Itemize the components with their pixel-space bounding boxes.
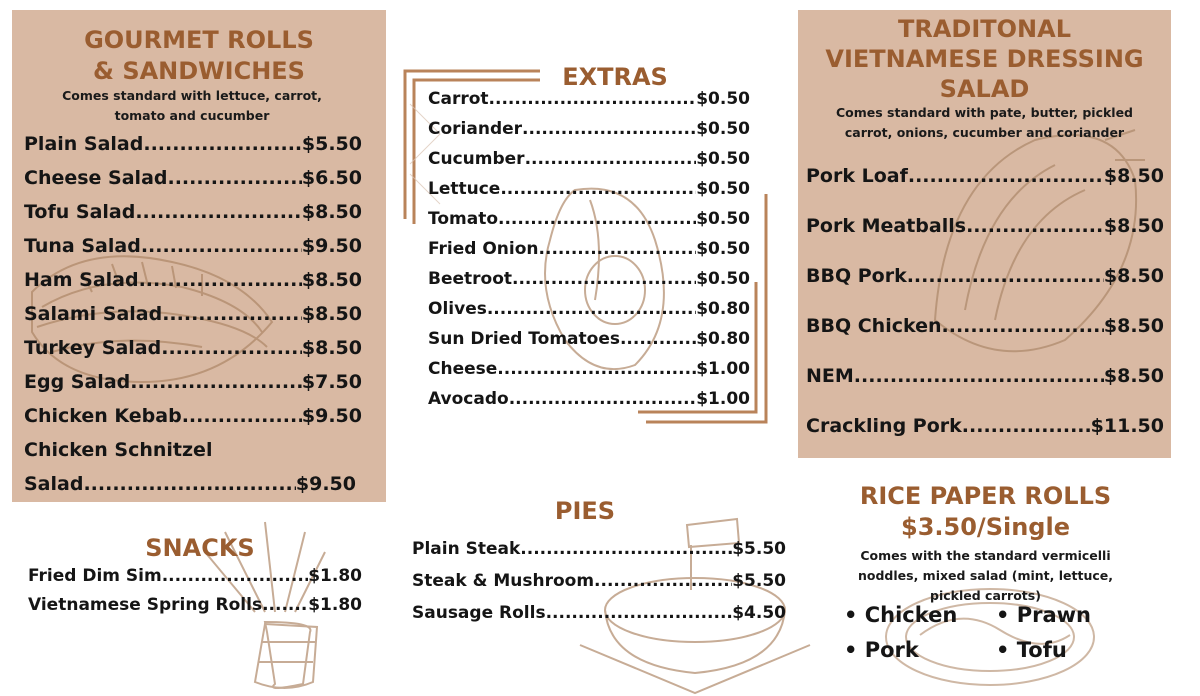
leader-dots [908, 165, 1104, 187]
menu-item-name: Crackling Pork [806, 415, 962, 437]
menu-item [24, 303, 362, 325]
gourmet-title-line1: GOURMET ROLLS [84, 26, 314, 54]
menu-item-name: Ham Salad [24, 269, 139, 291]
leader-dots [966, 215, 1104, 237]
menu-item-price: $0.50 [696, 89, 750, 109]
traditional-subtitle-line1: Comes standard with pate, butter, pickled [835, 105, 1133, 120]
leader-dots [907, 265, 1104, 287]
menu-item-price: $0.50 [696, 269, 750, 289]
menu-item [24, 337, 362, 359]
traditional-subtitle-line2: carrot, onions, cucumber and coriander [844, 125, 1125, 140]
gourmet-subtitle-line1: Comes standard with lettuce, carrot, [62, 88, 322, 103]
menu-item-price: $8.50 [301, 337, 362, 359]
menu-item [24, 269, 362, 291]
menu-item-price: $4.50 [732, 603, 786, 623]
menu-item [24, 235, 362, 257]
menu-item-price: $9.50 [301, 405, 362, 427]
menu-item-name: NEM [806, 365, 854, 387]
rice-paper-subtitle-line1: Comes with the standard vermicelli [860, 548, 1111, 563]
menu-item-name: Lettuce [428, 179, 501, 199]
menu-item-price: $8.50 [1103, 215, 1164, 237]
menu-item [428, 89, 750, 109]
menu-item [428, 269, 750, 289]
leader-dots [520, 539, 732, 559]
menu-item-price: $8.50 [1103, 315, 1164, 337]
leader-dots [168, 167, 302, 189]
menu-item-price: $8.50 [1103, 165, 1164, 187]
leader-dots [854, 365, 1104, 387]
traditional-title-line1: TRADITONAL [897, 15, 1071, 43]
menu-item-name: Salad [24, 473, 84, 495]
leader-dots [546, 603, 733, 623]
traditional-title [798, 14, 1171, 104]
snacks-title: SNACKS [145, 534, 255, 562]
menu-item-price: $1.80 [308, 566, 362, 586]
menu-item [806, 165, 1164, 187]
menu-item-price: $5.50 [301, 133, 362, 155]
menu-item-name: Steak & Mushroom [412, 571, 595, 591]
menu-item [412, 539, 786, 559]
leader-dots [487, 299, 696, 319]
menu-item-price: $0.50 [696, 179, 750, 199]
pies-title: PIES [554, 497, 616, 525]
menu-item-price: $9.50 [301, 235, 362, 257]
rice-paper-subtitle-line2: noddles, mixed salad (mint, lettuce, [858, 568, 1113, 583]
menu-item-name: Chicken Kebab [24, 405, 182, 427]
menu-item [28, 595, 362, 615]
leader-dots [522, 119, 696, 139]
menu-item-name: Egg Salad [24, 371, 131, 393]
leader-dots [83, 473, 295, 495]
leader-dots [525, 149, 697, 169]
menu-item-name: Tofu Salad [24, 201, 136, 223]
menu-item-price: $8.50 [301, 201, 362, 223]
menu-item-name: BBQ Chicken [806, 315, 942, 337]
menu-item [412, 603, 786, 623]
menu-item-price: $1.00 [696, 389, 750, 409]
gourmet-last-item-line1: Chicken Schnitzel [24, 439, 213, 461]
menu-item [24, 201, 362, 223]
menu-item-name: Sausage Rolls [412, 603, 546, 623]
leader-dots [162, 303, 302, 325]
rice-paper-title [808, 481, 1163, 543]
menu-item-price: $5.50 [732, 539, 786, 559]
leader-dots [942, 315, 1104, 337]
leader-dots [161, 337, 302, 359]
leader-dots [135, 201, 302, 223]
extras-title: EXTRAS [562, 63, 668, 91]
leader-dots [498, 209, 696, 229]
rice-paper-subtitle [808, 546, 1163, 606]
menu-item-price: $0.50 [696, 239, 750, 259]
menu-item-name: Beetroot [428, 269, 513, 289]
traditional-title-line2: VIETNAMESE DRESSING [825, 45, 1144, 73]
leader-dots [594, 571, 732, 591]
leader-dots [497, 359, 696, 379]
menu-item-name: Turkey Salad [24, 337, 162, 359]
menu-item-name: Fried Onion [428, 239, 539, 259]
menu-item-price: $0.80 [696, 299, 750, 319]
menu-item-price: $1.00 [696, 359, 750, 379]
menu-item [412, 571, 786, 591]
menu-item [428, 119, 750, 139]
leader-dots [512, 269, 696, 289]
menu-item-name: Olives [428, 299, 487, 319]
gourmet-last-item [24, 473, 356, 495]
traditional-title-line3: SALAD [939, 75, 1030, 103]
menu-item-price: $8.50 [1103, 365, 1164, 387]
menu-item [428, 389, 750, 409]
menu-item-name: Tomato [428, 209, 499, 229]
menu-item-name: Carrot [428, 89, 489, 109]
leader-dots [143, 133, 302, 155]
menu-item-price: $0.50 [696, 209, 750, 229]
menu-item-name: Plain Salad [24, 133, 144, 155]
leader-dots [262, 595, 308, 615]
menu-item-name: Cheese [428, 359, 498, 379]
rice-paper-option: • Tofu [996, 638, 1067, 662]
menu-item-name: Coriander [428, 119, 523, 139]
gourmet-title [12, 25, 386, 87]
menu-item-name: Avocado [428, 389, 509, 409]
menu-item-name: Pork Loaf [806, 165, 908, 187]
menu-item-name: BBQ Pork [806, 265, 907, 287]
menu-item-price: $0.50 [696, 149, 750, 169]
gourmet-subtitle [12, 86, 372, 126]
rice-paper-title-line1: RICE PAPER ROLLS [859, 482, 1112, 510]
menu-item-name: Pork Meatballs [806, 215, 967, 237]
leader-dots [509, 389, 697, 409]
leader-dots [962, 415, 1091, 437]
leader-dots [500, 179, 696, 199]
menu-item-name: Vietnamese Spring Rolls [28, 595, 263, 615]
leader-dots [182, 405, 302, 427]
menu-item-price: $9.50 [295, 473, 356, 495]
menu-item [806, 365, 1164, 387]
traditional-subtitle [798, 103, 1171, 143]
menu-item-price: $5.50 [732, 571, 786, 591]
menu-item [28, 566, 362, 586]
menu-item [806, 315, 1164, 337]
menu-item-price: $11.50 [1090, 415, 1164, 437]
menu-item [24, 133, 362, 155]
menu-item [24, 405, 362, 427]
rice-paper-subtitle-line3: pickled carrots) [930, 588, 1041, 603]
rice-paper-option: • Prawn [996, 603, 1092, 627]
menu-item [24, 167, 362, 189]
menu-item [24, 371, 362, 393]
menu-item-name: Cheese Salad [24, 167, 168, 189]
menu-item-name: Cucumber [428, 149, 525, 169]
menu-item-price: $8.50 [1103, 265, 1164, 287]
menu-item-price: $8.50 [301, 303, 362, 325]
menu-item-price: $0.50 [696, 119, 750, 139]
menu-item-price: $0.80 [696, 329, 750, 349]
rice-paper-option: • Pork [844, 638, 919, 662]
menu-item [428, 239, 750, 259]
gourmet-subtitle-line2: tomato and cucumber [114, 108, 270, 123]
menu-item-price: $7.50 [301, 371, 362, 393]
menu-item [428, 149, 750, 169]
leader-dots [130, 371, 302, 393]
gourmet-title-line2: & SANDWICHES [93, 57, 305, 85]
leader-dots [489, 89, 697, 109]
menu-item [428, 329, 750, 349]
leader-dots [539, 239, 697, 259]
menu-item-price: $6.50 [301, 167, 362, 189]
leader-dots [162, 566, 309, 586]
menu-item-price: $1.80 [308, 595, 362, 615]
menu-item [806, 215, 1164, 237]
leader-dots [141, 235, 302, 257]
menu-item-name: Salami Salad [24, 303, 163, 325]
leader-dots [139, 269, 302, 291]
menu-item [428, 179, 750, 199]
menu-item [428, 359, 750, 379]
menu-item [806, 415, 1164, 437]
menu-item-name: Tuna Salad [24, 235, 141, 257]
menu-item-price: $8.50 [301, 269, 362, 291]
menu-item-name: Plain Steak [412, 539, 521, 559]
rice-paper-option: • Chicken [844, 603, 958, 627]
menu-item-name: Sun Dried Tomatoes [428, 329, 620, 349]
menu-item [428, 209, 750, 229]
menu-item [806, 265, 1164, 287]
rice-paper-title-line2: $3.50/Single [901, 513, 1070, 541]
menu-item-name: Fried Dim Sim [28, 566, 162, 586]
menu-item [428, 299, 750, 319]
leader-dots [620, 329, 696, 349]
